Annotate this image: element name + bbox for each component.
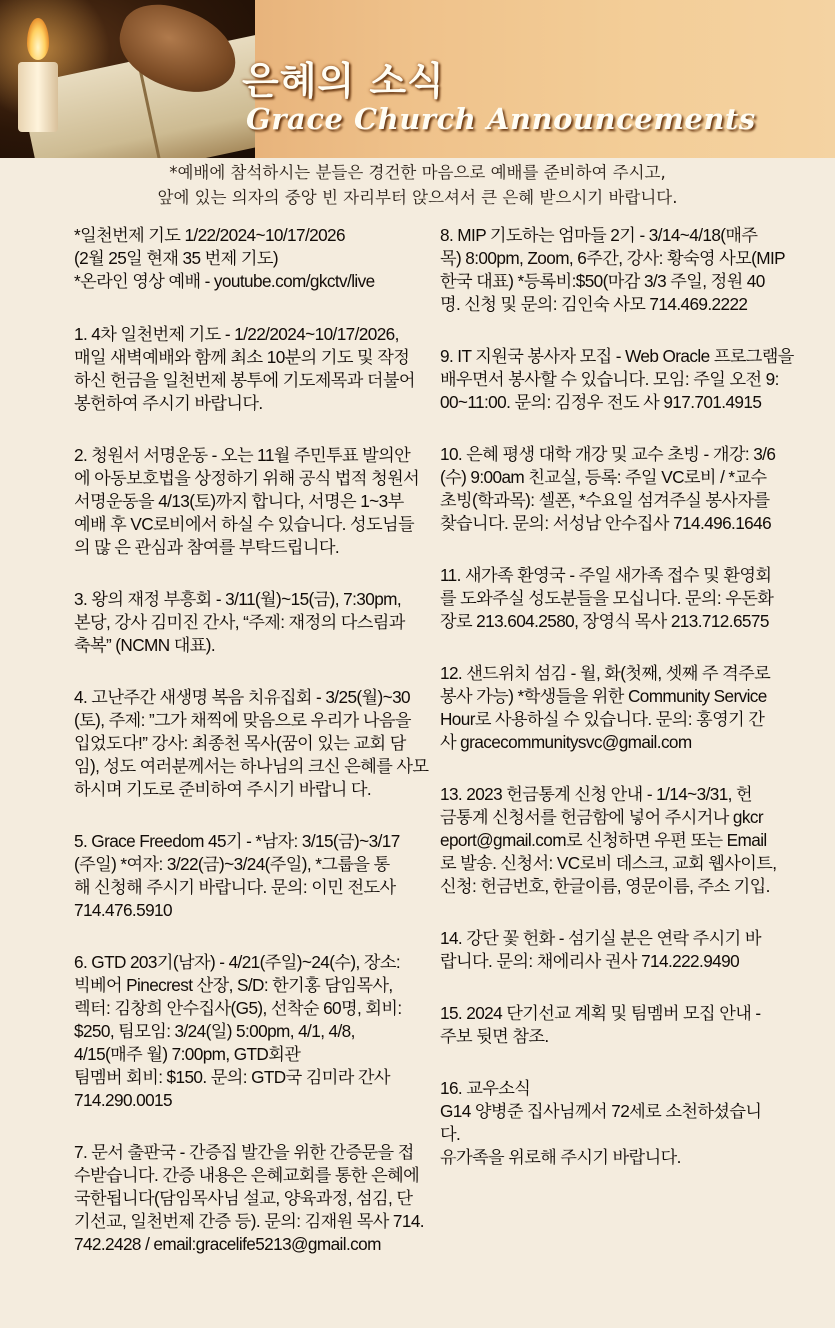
announcement-item: 15. 2024 단기선교 계획 및 팀멤버 모집 안내 - 주보 뒷면 참조. [440, 1003, 761, 1046]
announcement-item: 1. 4차 일천번제 기도 - 1/22/2024~10/17/2026, 매일 새벽예배와 함께 최소 10분의 기도 및 작정 하신 헌금을 일천번제 봉투에 기도제목과 더불어 봉헌하여 주시기 바랍니다. [74, 324, 415, 413]
announcement-item: 13. 2023 헌금통계 신청 안내 - 1/14~3/31, 헌 금통계 신청서를 헌금함에 넣어 주시거나 gkcr eport@gmail.com로 신청하면 우편 또는 Email 로 발송. 신청서: VC로비 데스크, 교회 웹사이트, 신청: 헌금번호, 한글이름, 영문이름, 주소 기입. [440, 784, 777, 896]
announcement-item: 14. 강단 꽃 헌화 - 섬기실 분은 연락 주시기 바 랍니다. 문의: 채에리사 권사 714.222.9490 [440, 928, 761, 971]
announcement-item: 8. MIP 기도하는 엄마들 2기 - 3/14~4/18(매주 목) 8:00pm, Zoom, 6주간, 강사: 황숙영 사모(MIP 한국 대표) *등록비:$50(마감 3/3 주일, 정원 40 명. 신청 및 문의: 김인숙 사모 714.469.2222 [440, 225, 786, 314]
announcement-item: 7. 문서 출판국 - 간증집 발간을 위한 간증문을 접 수받습니다. 간증 내용은 은혜교회를 통한 은혜에 국한됩니다(담임목사님 설교, 양육과정, 섬김, 단 기선교, 일천번제 간증 등). 문의: 김재원 목사 714. 742.2428 / email:gracelife5213@gmail.com [74, 1142, 424, 1254]
announcement-item: 4. 고난주간 새생명 복음 치유집회 - 3/25(월)~30 (토), 주제: ”그가 채찍에 맞음으로 우리가 나음을 입었도다!” 강사: 최종천 목사(꿈이 있는 교회 담 임), 성도 여러분께서는 하나님의 크신 은혜를 사모 하시며 기도로 준비하여 주시기 바랍니 다. [74, 687, 429, 799]
notice-line-1: *예배에 참석하시는 분들은 경건한 마음으로 예배를 준비하여 주시고, [169, 163, 666, 182]
left-column [74, 224, 434, 1285]
announcement-item: 6. GTD 203기(남자) - 4/21(주일)~24(수), 장소: 빅베어 Pinecrest 산장, S/D: 한기홍 담임목사, 렉터: 김창희 안수집사(G5), 선착순 60명, 회비: $250, 팀모임: 3/24(일) 5:00pm, 4/1, 4/8, 4/15(매주 월) 7:00pm, GTD회관 팀멤버 회비: $150. 문의: GTD국 김미라 간사 714.290.0015 [74, 952, 402, 1110]
candle-image [18, 62, 58, 132]
worship-notice [0, 160, 835, 210]
header-banner [0, 0, 835, 158]
announcement-item: 5. Grace Freedom 45기 - *남자: 3/15(금)~3/17 (주일) *여자: 3/22(금)~3/24(주일), *그룹을 통 해 신청해 주시기 바랍니다. 문의: 이민 전도사 714.476.5910 [74, 831, 400, 920]
page-title-korean: 은혜의 소식 [242, 59, 445, 103]
notice-line-2: 앞에 있는 의자의 중앙 빈 자리부터 앉으셔서 큰 은혜 받으시기 바랍니다. [157, 188, 678, 207]
announcement-item: 11. 새가족 환영국 - 주일 새가족 접수 및 환영회 를 도와주실 성도분들을 모십니다. 문의: 우돈화 장로 213.604.2580, 장영식 목사 213.712.6575 [440, 565, 774, 631]
announcement-item: 9. IT 지원국 봉사자 모집 - Web Oracle 프로그램을 배우면서 봉사할 수 있습니다. 모임: 주일 오전 9: 00~11:00. 문의: 김정우 전도 사 917.701.4915 [440, 346, 794, 412]
announcement-item: 16. 교우소식 G14 양병준 집사님께서 72세로 소천하셨습니 다. 유가족을 위로해 주시기 바랍니다. [440, 1078, 762, 1167]
page-title-english: Grace Church Announcements [246, 102, 756, 136]
announcement-intro: *일천번제 기도 1/22/2024~10/17/2026 (2월 25일 현재 35 번제 기도) *온라인 영상 예배 - youtube.com/gkctv/live [74, 225, 375, 291]
announcement-item: 12. 샌드위치 섬김 - 월, 화(첫째, 셋째 주 격주로 봉사 가능) *학생들을 위한 Community Service Hour로 사용하실 수 있습니다. 문의: 홍영기 간 사 gracecommunitysvc@gmail.com [440, 663, 771, 752]
announcement-item: 10. 은혜 평생 대학 개강 및 교수 초빙 - 개강: 3/6 (수) 9:00am 친교실, 등록: 주일 VC로비 / *교수 초빙(학과목): 셀폰, *수요일 섬겨주실 봉사자를 찾습니다. 문의: 서성남 안수집사 714.496.1646 [440, 444, 776, 533]
candle-flame [27, 18, 49, 60]
candle-bible-photo [0, 0, 255, 158]
announcement-item: 2. 청원서 서명운동 - 오는 11월 주민투표 발의안 에 아동보호법을 상정하기 위해 공식 법적 청원서 서명운동을 4/13(토)까지 합니다, 서명은 1~3부 예배 후 VC로비에서 하실 수 있습니다. 성도님들 의 많 은 관심과 참여를 부탁드립니다. [74, 445, 420, 557]
right-column [440, 224, 795, 1198]
announcement-item: 3. 왕의 재정 부흥회 - 3/11(월)~15(금), 7:30pm, 본당, 강사 김미진 간사, “주제: 재정의 다스림과 축복” (NCMN 대표). [74, 589, 405, 655]
